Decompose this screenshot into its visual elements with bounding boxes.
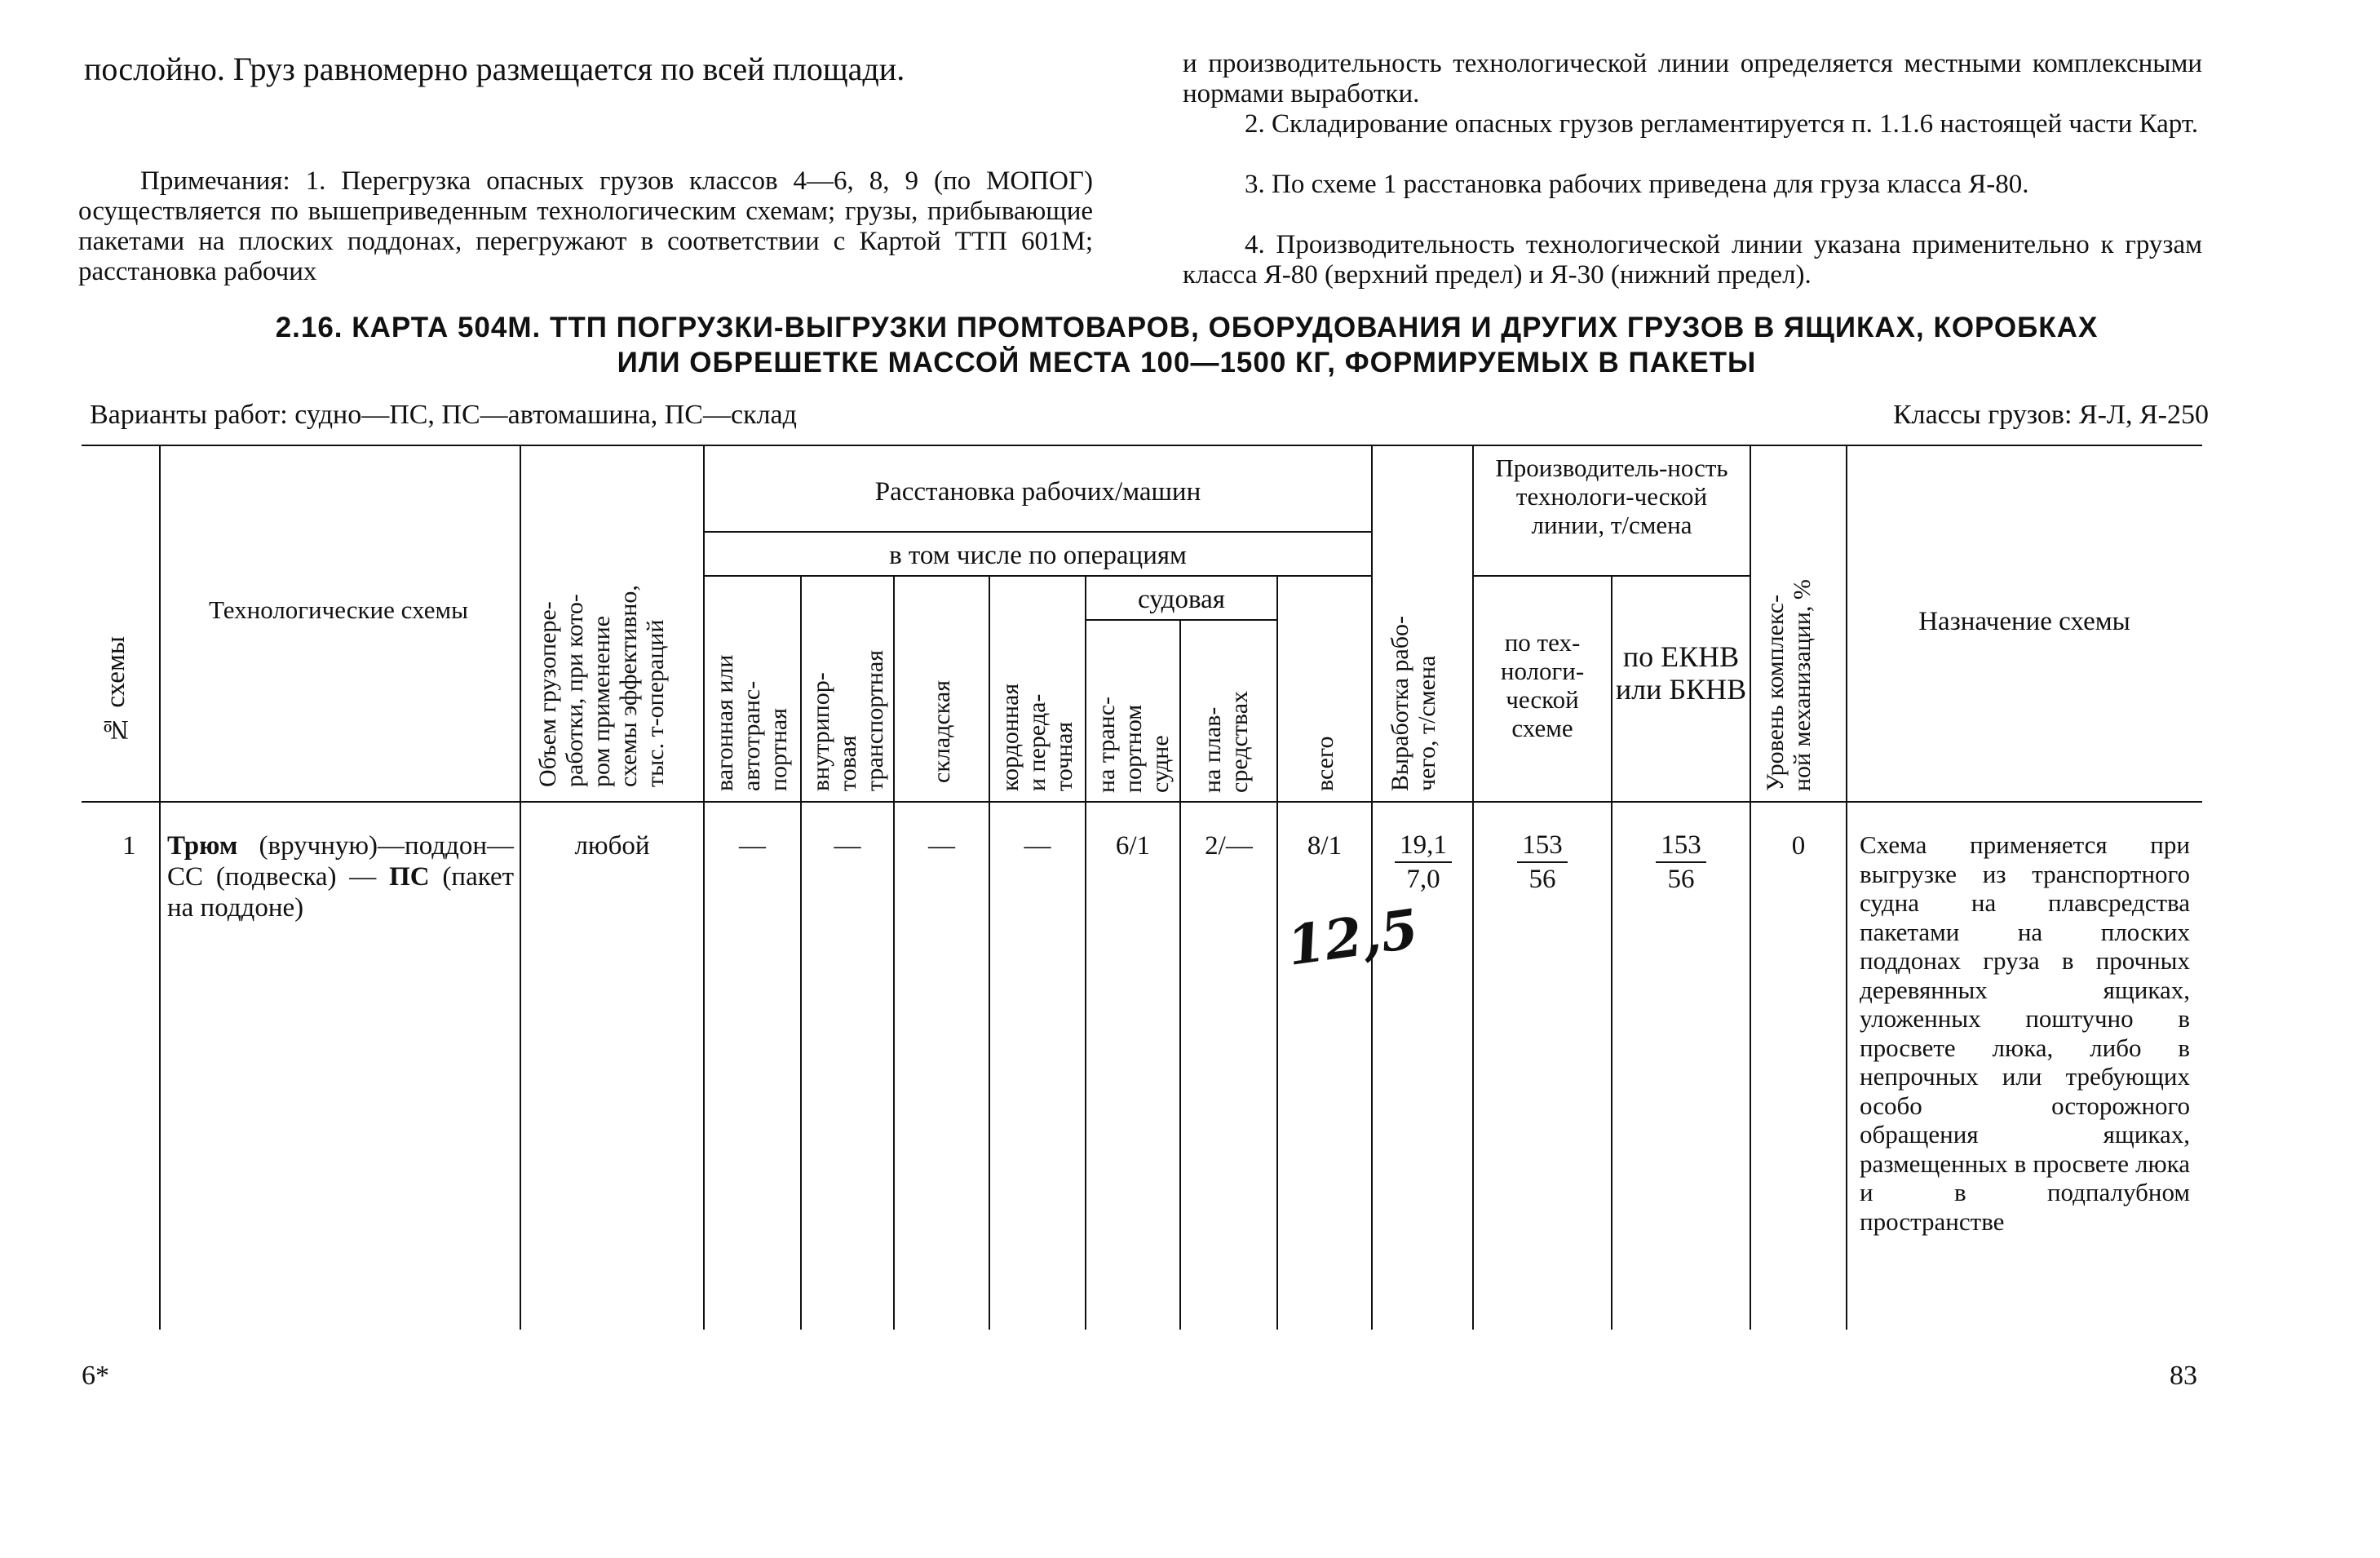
page-number: 83 bbox=[2170, 1361, 2197, 1391]
output-upper: 19,1 bbox=[1395, 829, 1452, 863]
row-cordon: — bbox=[1024, 831, 1051, 861]
notes-text: Примечания: 1. Перегрузка опасных грузов классов 4—6, 8, 9 (по МОПОГ) осуществляется по вышеприведенным технологическим схемам; грузы, прибывающие пакетами на плоских поддонах, перегружают в соответствии с Картой ТТП 601М; расстановка рабочих bbox=[78, 166, 1093, 286]
prod-scheme-upper: 153 bbox=[1517, 829, 1568, 863]
row-intraport: — bbox=[834, 831, 861, 861]
map-title-line-2: ИЛИ ОБРЕШЕТКЕ МАССОЙ МЕСТА 100—1500 КГ, ФОРМИРУЕМЫХ В ПАКЕТЫ bbox=[617, 347, 1757, 378]
output-lower: 7,0 bbox=[1406, 865, 1440, 894]
continuation-text: послойно. Груз равномерно размещается по всей площади. bbox=[84, 51, 905, 87]
header-transport-ship: на транс- портном судне bbox=[1093, 696, 1174, 793]
header-productivity: Производитель-ность технологи-ческой линии, т/смена bbox=[1495, 454, 1728, 539]
header-by-operations: в том числе по операциям bbox=[889, 541, 1187, 570]
row-output bbox=[1378, 829, 1468, 896]
note-4: 4. Производительность технологической линии указана применительно к грузам класса Я-80 (верхний предел) и Я-30 (нижний предел). bbox=[1183, 230, 2202, 290]
prod-eknv-lower: 56 bbox=[1667, 865, 1695, 894]
prod-scheme-lower: 56 bbox=[1528, 865, 1556, 894]
note-3: 3. По схеме 1 расстановка рабочих приведена для груза класса Я-80. bbox=[1245, 170, 2029, 199]
row-wagon: — bbox=[739, 831, 766, 861]
footer-signature: 6* bbox=[82, 1361, 109, 1391]
handwritten-note: 12,5 bbox=[1283, 896, 1422, 978]
cargo-classes: Классы грузов: Я-Л, Я-250 bbox=[1892, 400, 2209, 430]
row-floating: 2/— bbox=[1205, 831, 1253, 861]
row-transport-ship: 6/1 bbox=[1115, 831, 1151, 861]
header-output: Выработка рабо- чего, т/смена bbox=[1387, 616, 1440, 791]
scheme-hold: Трюм bbox=[167, 831, 238, 861]
scheme-part-2: (пакет на поддоне) bbox=[167, 862, 515, 923]
row-volume: любой bbox=[574, 831, 650, 861]
header-cordon: кордонная и переда- точная bbox=[997, 683, 1077, 791]
row-warehouse: — bbox=[928, 831, 955, 861]
header-ship: судовая bbox=[1138, 585, 1225, 614]
map-title-line-1: 2.16. КАРТА 504М. ТТП ПОГРУЗКИ-ВЫГРУЗКИ ПРОМТОВАРОВ, ОБОРУДОВАНИЯ И ДРУГИХ ГРУЗОВ В ЯЩИКАХ, КОРОБКАХ bbox=[275, 312, 2099, 343]
prod-eknv-upper: 153 bbox=[1656, 829, 1706, 863]
work-variants: Варианты работ: судно—ПС, ПС—автомашина, ПС—склад bbox=[90, 400, 797, 430]
right-note-continuation: и производительность технологической линии определяется местными комплексными нормами выработки. bbox=[1183, 49, 2202, 108]
row-prod-eknv bbox=[1612, 829, 1750, 896]
row-purpose: Схема применяется при выгрузке из транспортного судна на плавсредства пакетами на плоских поддонах груза в прочных деревянных ящиках, уложенных поштучно в просвете люка, либо в непрочных или требующих особо осторожного обращения ящиках, размещенных в просвете люка и в подпалубном пространстве bbox=[1860, 830, 2190, 1236]
scheme-warehouse: ПС bbox=[389, 862, 430, 892]
note-2: 2. Складирование опасных грузов регламентируется п. 1.1.6 настоящей части Карт. bbox=[1245, 109, 2199, 139]
header-total: всего bbox=[1312, 736, 1338, 791]
row-prod-scheme bbox=[1473, 829, 1612, 896]
header-floating: на плав- средствах bbox=[1199, 690, 1253, 793]
header-intraport: внутрипор- товая транспортная bbox=[807, 649, 888, 791]
header-scheme-number: № схемы bbox=[101, 636, 131, 744]
row-mechanization: 0 bbox=[1791, 831, 1806, 861]
header-warehouse: складская bbox=[928, 680, 955, 783]
header-mechanization: Уровень комплекс- ной механизации, % bbox=[1762, 579, 1816, 791]
header-by-scheme: по тех-нологи-ческой схеме bbox=[1500, 628, 1585, 742]
header-by-eknv: по ЕКНВ или БКНВ bbox=[1615, 640, 1747, 706]
header-volume: Объем грузопере- работки, при кото- ром применение схемы эффективно, тыс. т-операций bbox=[534, 585, 669, 787]
header-purpose: Назначение схемы bbox=[1918, 607, 2130, 636]
header-tech-schemes: Технологические схемы bbox=[209, 595, 468, 624]
row-scheme bbox=[167, 830, 514, 923]
scheme-part-1: (вручную)—поддон—СС (подвеска) — bbox=[167, 831, 514, 892]
header-wagon: вагонная или автотранс- портная bbox=[711, 654, 792, 791]
row-total: 8/1 bbox=[1307, 831, 1343, 861]
row-number: 1 bbox=[122, 831, 136, 861]
header-placement: Расстановка рабочих/машин bbox=[874, 477, 1201, 507]
